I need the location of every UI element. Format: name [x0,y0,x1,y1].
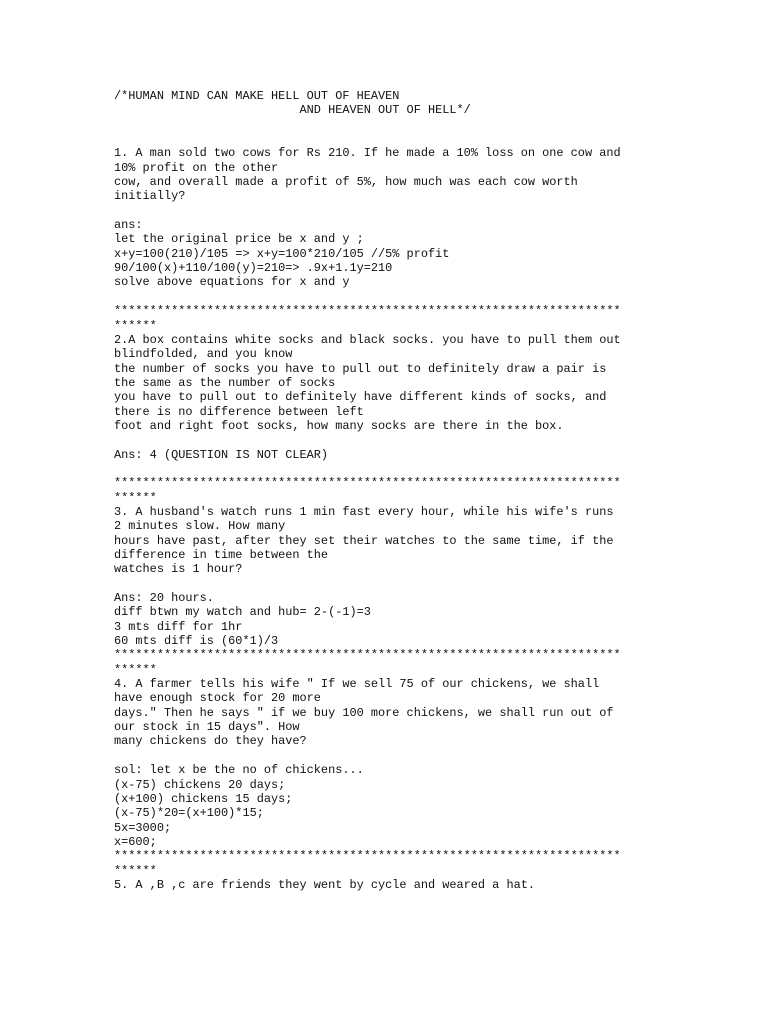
text-line: solve above equations for x and y [114,275,350,290]
text-line: Ans: 4 (QUESTION IS NOT CLEAR) [114,447,329,462]
text-line: the same as the number of socks [114,375,336,390]
text-line: cow, and overall made a profit of 5%, how much was each cow worth [114,175,578,190]
text-line: there is no difference between left [114,404,364,419]
text-line: AND HEAVEN OUT OF HELL*/ [114,103,471,118]
text-line: 2 minutes slow. How many [114,519,286,534]
text-line: 3. A husband's watch runs 1 min fast every hour, while his wife's runs [114,504,614,519]
text-line: you have to pull out to definitely have different kinds of socks, and [114,390,607,405]
text-line [114,462,754,476]
text-line: difference in time between the [114,548,329,562]
text-line: our stock in 15 days". How [114,720,300,735]
text-line: 5. A ,B ,c are friends they went by cycle and weared a hat. [114,877,535,892]
text-line: x=600; [114,834,157,849]
text-line: ****** [114,662,157,677]
text-line: watches is 1 hour? [114,562,243,577]
text-line: days." Then he says " if we buy 100 more chickens, we shall run out of [114,705,614,720]
text-line [114,749,754,763]
text-line: Ans: 20 hours. [114,591,214,606]
text-line: ****** [114,490,157,505]
text-line: (x+100) chickens 15 days; [114,791,293,806]
text-line [114,132,754,146]
text-line: ****** [114,863,157,878]
text-line: initially? [114,189,186,204]
text-line: *********************************************************************** [114,304,621,319]
text-line: 5x=3000; [114,820,172,835]
text-line [114,204,754,218]
text-line: x+y=100(210)/105 => x+y=100*210/105 //5% profit [114,246,450,261]
text-line: *********************************************************************** [114,648,621,663]
text-line: 3 mts diff for 1hr [114,619,243,634]
document-text [114,89,754,892]
text-line: sol: let x be the no of chickens... [114,763,364,778]
text-line [114,118,754,132]
text-line: blindfolded, and you know [114,347,293,362]
text-line: 1. A man sold two cows for Rs 210. If he made a 10% loss on one cow and [114,146,621,161]
text-line: *********************************************************************** [114,476,621,491]
text-line [114,433,754,447]
text-line: let the original price be x and y ; [114,232,364,247]
text-line: 10% profit on the other [114,160,279,175]
text-line: many chickens do they have? [114,734,307,749]
text-line: (x-75) chickens 20 days; [114,777,286,792]
text-line: *********************************************************************** [114,849,621,864]
text-line: 4. A farmer tells his wife " If we sell 75 of our chickens, we shall [114,677,600,692]
text-line [114,577,754,591]
text-line: 2.A box contains white socks and black socks. you have to pull them out [114,332,621,347]
text-line [114,290,754,304]
text-line: foot and right foot socks, how many socks are there in the box. [114,418,564,433]
text-line: diff btwn my watch and hub= 2-(-1)=3 [114,605,371,620]
text-line: the number of socks you have to pull out to definitely draw a pair is [114,361,607,376]
text-line: hours have past, after they set their watches to the same time, if the [114,533,614,548]
text-line: 60 mts diff is (60*1)/3 [114,634,279,649]
text-line: ****** [114,318,157,333]
text-line: 90/100(x)+110/100(y)=210=> .9x+1.1y=210 [114,261,393,276]
text-line: have enough stock for 20 more [114,691,321,706]
text-line: /*HUMAN MIND CAN MAKE HELL OUT OF HEAVEN [114,89,400,103]
text-line: (x-75)*20=(x+100)*15; [114,806,264,821]
text-line: ans: [114,218,143,233]
